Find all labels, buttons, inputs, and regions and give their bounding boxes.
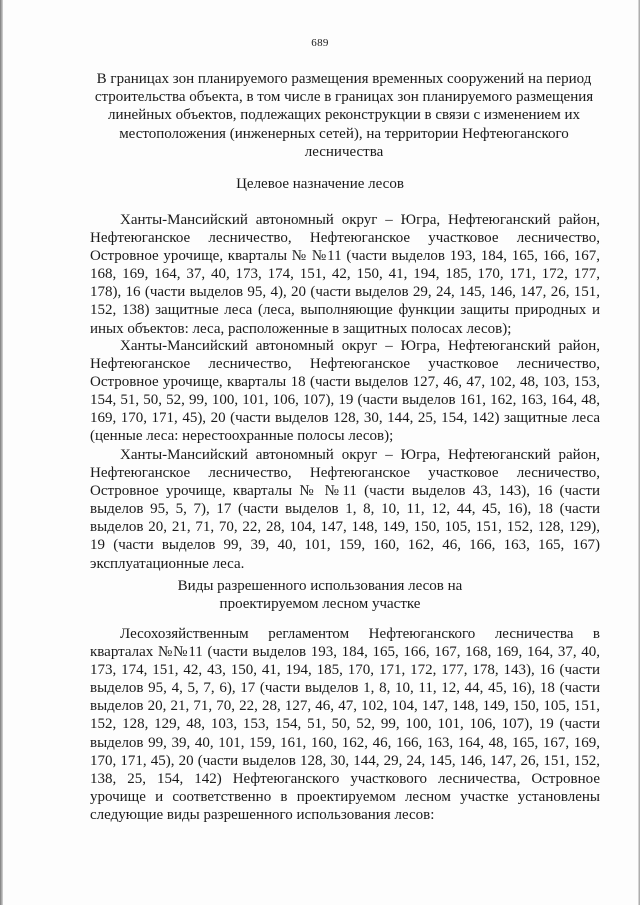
scan-edge-left	[0, 0, 3, 905]
document-title: В границах зон планируемого размещения временных сооружений на период строительства объекта, в том числе в границах зон планируемого размещения линейных объектов, подлежащих реконструкции в связи с изменением их местоположения (инженерных сетей), на территории Нефтеюганского лесничества	[94, 71, 594, 160]
section-heading-line-1: Виды разрешенного использования лесов на	[177, 578, 463, 594]
page-number: 689	[311, 37, 329, 49]
paragraph-forestry-regulation: Лесохозяйственным регламентом Нефтеюганского лесничества в кварталах №№11 (части выделов 193, 184, 165, 166, 167, 168, 169, 164, 37, 40, 173, 174, 151, 42, 43, 150, 41, 194, 185, 170, 171, 172, 177, 178, 143), 16 (части выделов 95, 4, 5, 7, 6), 17 (части выделов 1, 8, 10, 11, 12, 44, 45, 16), 18 (части выделов 20, 21, 71, 70, 22, 28, 127, 46, 47, 102, 104, 147, 148, 149, 150, 105, 151, 152, 128, 129, 48, 103, 153, 154, 51, 50, 52, 99, 100, 101, 106, 107), 19 (части выделов 99, 39, 40, 101, 159, 161, 160, 162, 46, 166, 163, 164, 48, 165, 167, 169, 170, 171, 45), 20 (части выделов 128, 30, 144, 29, 24, 145, 146, 147, 26, 151, 152, 138, 25, 154, 142) Нефтеюганского участкового лесничества, Островное урочище и соответственно в проектируемом лесном участке установлены следующие виды разрешенного использования лесов:	[90, 626, 600, 823]
section-heading-purpose: Целевое назначение лесов	[236, 176, 404, 192]
paragraph-protective-forests: Ханты-Мансийский автономный округ – Югра, Нефтеюганский район, Нефтеюганское лесничество, Нефтеюганское участковое лесничество, Островное урочище, кварталы № №11 (части выделов 193, 184, 165, 166, 167, 168, 169, 164, 37, 40, 173, 174, 151, 42, 150, 41, 194, 185, 170, 171, 172, 177, 178), 16 (части выделов 95, 4), 20 (части выделов 29, 24, 145, 146, 147, 26, 151, 152, 138) защитные леса (леса, выполняющие функции защиты природных и иных объектов: леса, расположенные в защитных полосах лесов);	[90, 212, 600, 337]
paragraph-valuable-forests: Ханты-Мансийский автономный округ – Югра, Нефтеюганский район, Нефтеюганское лесничество, Нефтеюганское участковое лесничество, Островное урочище, кварталы 18 (части выделов 127, 46, 47, 102, 48, 103, 153, 154, 51, 50, 52, 99, 100, 101, 106, 107), 19 (части выделов 161, 162, 163, 164, 48, 169, 170, 171, 45), 20 (части выделов 128, 30, 144, 25, 154, 142) защитные леса (ценные леса: нерестоохранные полосы лесов);	[90, 338, 600, 445]
paragraph-exploitation-forests: Ханты-Мансийский автономный округ – Югра, Нефтеюганский район, Нефтеюганское лесничество, Нефтеюганское участковое лесничество, Островное урочище, кварталы № №11 (части выделов 43, 143), 16 (части выделов 95, 5, 7), 17 (части выделов 1, 8, 10, 11, 12, 44, 45, 16), 18 (части выделов 20, 21, 71, 70, 22, 28, 104, 147, 148, 149, 150, 105, 151, 152, 128, 129), 19 (части выделов 99, 39, 40, 101, 159, 160, 162, 46, 166, 163, 165, 167) эксплуатационные леса.	[90, 447, 600, 572]
section-heading-line-2: проектируемом лесном участке	[219, 596, 421, 613]
section-heading-permitted-use	[0, 577, 640, 613]
